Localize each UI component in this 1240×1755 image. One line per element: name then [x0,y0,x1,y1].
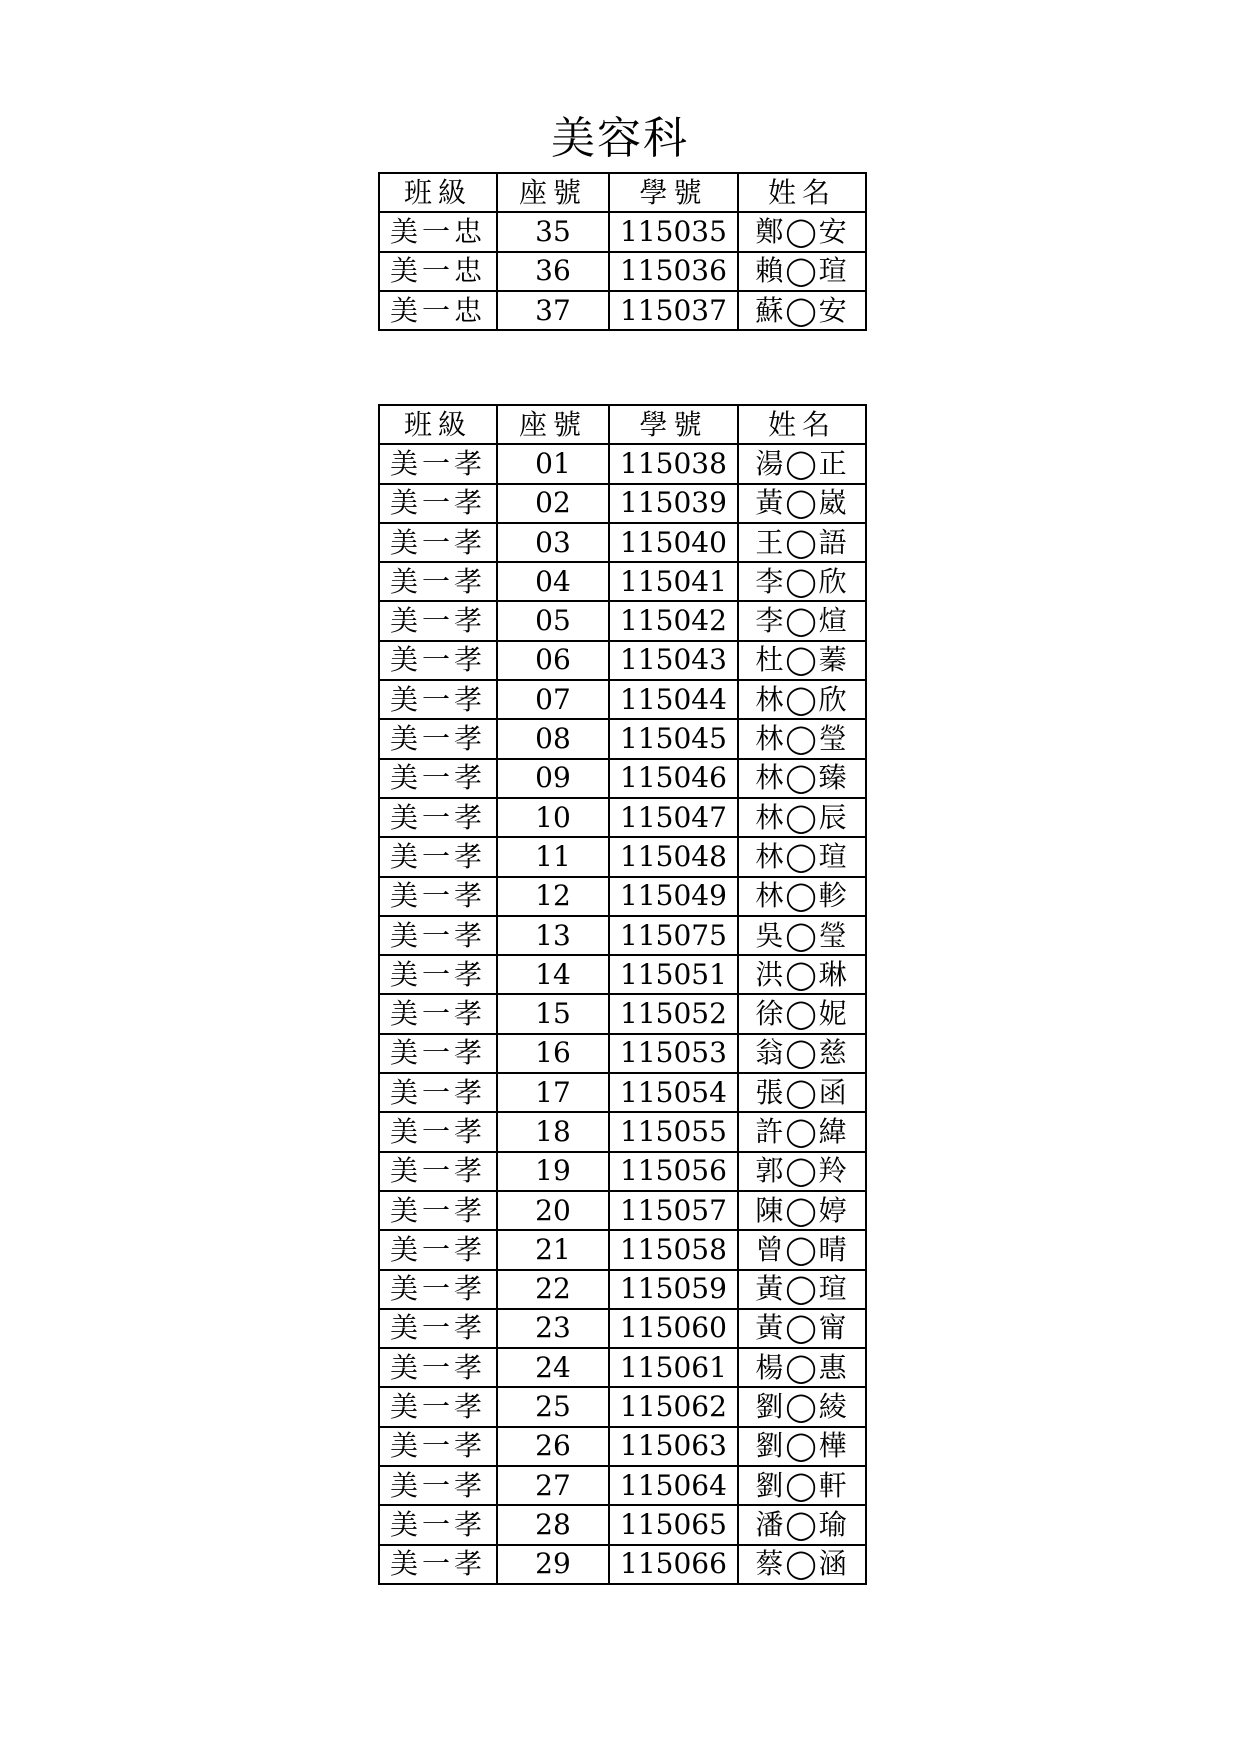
page-title: 美容科 [551,113,689,164]
roster-body-1 [379,173,866,330]
seat-number-cell: 35 [497,212,609,251]
seat-number-cell: 11 [497,837,609,876]
seat-number-cell: 10 [497,798,609,837]
seat-number-cell: 06 [497,641,609,680]
table-row [379,641,866,680]
student-id-cell: 115055 [609,1112,738,1151]
student-id-cell: 115040 [609,523,738,562]
seat-number-cell: 37 [497,291,609,330]
table-row [379,1191,866,1230]
table-row [379,916,866,955]
table-row [379,1505,866,1544]
table-row [379,1112,866,1151]
seat-number-cell: 05 [497,601,609,640]
table-row [379,759,866,798]
column-header: 班級 [379,173,497,212]
seat-number-cell: 24 [497,1348,609,1387]
table-row [379,1034,866,1073]
seat-number-cell: 14 [497,955,609,994]
student-id-cell: 115043 [609,641,738,680]
name-cell: 杜◯蓁 [738,641,866,680]
name-cell: 林◯瑄 [738,837,866,876]
student-id-cell: 115038 [609,444,738,483]
student-id-cell: 115035 [609,212,738,251]
student-id-cell: 115045 [609,719,738,758]
name-cell: 劉◯樺 [738,1427,866,1466]
student-id-cell: 115039 [609,484,738,523]
table-row [379,955,866,994]
roster-table-1 [378,172,867,331]
seat-number-cell: 20 [497,1191,609,1230]
student-id-cell: 115048 [609,837,738,876]
class-cell: 美一孝 [379,1152,497,1191]
table-row [379,1466,866,1505]
class-cell: 美一孝 [379,1505,497,1544]
seat-number-cell: 12 [497,877,609,916]
table-row [379,1348,866,1387]
name-cell: 李◯欣 [738,562,866,601]
table-row [379,212,866,251]
class-cell: 美一孝 [379,562,497,601]
seat-number-cell: 28 [497,1505,609,1544]
seat-number-cell: 29 [497,1545,609,1584]
student-id-cell: 115075 [609,916,738,955]
name-cell: 林◯瑩 [738,719,866,758]
student-id-cell: 115059 [609,1270,738,1309]
student-id-cell: 115060 [609,1309,738,1348]
student-id-cell: 115049 [609,877,738,916]
seat-number-cell: 23 [497,1309,609,1348]
student-id-cell: 115037 [609,291,738,330]
name-cell: 翁◯慈 [738,1034,866,1073]
name-cell: 徐◯妮 [738,994,866,1033]
roster-table-2 [378,404,867,1585]
student-id-cell: 115041 [609,562,738,601]
class-cell: 美一孝 [379,955,497,994]
name-cell: 黃◯瑄 [738,1270,866,1309]
name-cell: 劉◯綾 [738,1387,866,1426]
column-header: 學號 [609,405,738,444]
seat-number-cell: 15 [497,994,609,1033]
class-cell: 美一忠 [379,252,497,291]
name-cell: 林◯臻 [738,759,866,798]
class-cell: 美一孝 [379,523,497,562]
class-cell: 美一孝 [379,1270,497,1309]
table-row [379,719,866,758]
table-row [379,1152,866,1191]
seat-number-cell: 07 [497,680,609,719]
class-cell: 美一孝 [379,680,497,719]
class-cell: 美一孝 [379,719,497,758]
table-row [379,837,866,876]
table-row [379,994,866,1033]
class-cell: 美一忠 [379,291,497,330]
name-cell: 鄭◯安 [738,212,866,251]
class-cell: 美一孝 [379,759,497,798]
class-cell: 美一孝 [379,601,497,640]
seat-number-cell: 26 [497,1427,609,1466]
column-header: 座號 [497,405,609,444]
seat-number-cell: 25 [497,1387,609,1426]
table-row [379,1270,866,1309]
seat-number-cell: 19 [497,1152,609,1191]
table-row [379,562,866,601]
class-cell: 美一孝 [379,1073,497,1112]
header-row [379,405,866,444]
name-cell: 蔡◯涵 [738,1545,866,1584]
student-id-cell: 115056 [609,1152,738,1191]
name-cell: 許◯緯 [738,1112,866,1151]
class-cell: 美一孝 [379,798,497,837]
student-id-cell: 115036 [609,252,738,291]
class-cell: 美一孝 [379,1309,497,1348]
name-cell: 潘◯瑜 [738,1505,866,1544]
student-id-cell: 115042 [609,601,738,640]
class-cell: 美一孝 [379,837,497,876]
table-row [379,877,866,916]
student-id-cell: 115054 [609,1073,738,1112]
table-row [379,1545,866,1584]
seat-number-cell: 21 [497,1230,609,1269]
column-header: 學號 [609,173,738,212]
name-cell: 楊◯惠 [738,1348,866,1387]
table-row [379,252,866,291]
name-cell: 曾◯晴 [738,1230,866,1269]
seat-number-cell: 13 [497,916,609,955]
class-cell: 美一孝 [379,1466,497,1505]
student-id-cell: 115053 [609,1034,738,1073]
table-row [379,1427,866,1466]
seat-number-cell: 08 [497,719,609,758]
table-row [379,680,866,719]
seat-number-cell: 02 [497,484,609,523]
class-cell: 美一孝 [379,994,497,1033]
name-cell: 林◯軫 [738,877,866,916]
student-id-cell: 115062 [609,1387,738,1426]
student-id-cell: 115052 [609,994,738,1033]
seat-number-cell: 22 [497,1270,609,1309]
table-row [379,1387,866,1426]
seat-number-cell: 17 [497,1073,609,1112]
name-cell: 吳◯瑩 [738,916,866,955]
seat-number-cell: 04 [497,562,609,601]
name-cell: 劉◯軒 [738,1466,866,1505]
class-cell: 美一孝 [379,1191,497,1230]
name-cell: 黃◯甯 [738,1309,866,1348]
seat-number-cell: 18 [497,1112,609,1151]
header-row [379,173,866,212]
seat-number-cell: 27 [497,1466,609,1505]
student-id-cell: 115061 [609,1348,738,1387]
name-cell: 蘇◯安 [738,291,866,330]
seat-number-cell: 09 [497,759,609,798]
class-cell: 美一孝 [379,1112,497,1151]
student-id-cell: 115044 [609,680,738,719]
roster-body-2 [379,405,866,1584]
class-cell: 美一孝 [379,1230,497,1269]
table-row [379,484,866,523]
name-cell: 陳◯婷 [738,1191,866,1230]
student-id-cell: 115058 [609,1230,738,1269]
name-cell: 郭◯羚 [738,1152,866,1191]
student-id-cell: 115066 [609,1545,738,1584]
student-id-cell: 115057 [609,1191,738,1230]
name-cell: 林◯辰 [738,798,866,837]
name-cell: 洪◯琳 [738,955,866,994]
class-cell: 美一孝 [379,1348,497,1387]
seat-number-cell: 36 [497,252,609,291]
table-row [379,1309,866,1348]
column-header: 姓名 [738,405,866,444]
class-cell: 美一孝 [379,1387,497,1426]
table-row [379,523,866,562]
student-id-cell: 115051 [609,955,738,994]
name-cell: 李◯煊 [738,601,866,640]
table-row [379,291,866,330]
name-cell: 張◯函 [738,1073,866,1112]
seat-number-cell: 03 [497,523,609,562]
student-id-cell: 115046 [609,759,738,798]
table-row [379,444,866,483]
class-cell: 美一孝 [379,641,497,680]
name-cell: 黃◯崴 [738,484,866,523]
table-row [379,1230,866,1269]
class-cell: 美一孝 [379,484,497,523]
column-header: 姓名 [738,173,866,212]
class-cell: 美一孝 [379,916,497,955]
name-cell: 林◯欣 [738,680,866,719]
name-cell: 湯◯正 [738,444,866,483]
column-header: 班級 [379,405,497,444]
class-cell: 美一孝 [379,1034,497,1073]
column-header: 座號 [497,173,609,212]
class-cell: 美一孝 [379,1427,497,1466]
name-cell: 王◯語 [738,523,866,562]
table-row [379,1073,866,1112]
class-cell: 美一忠 [379,212,497,251]
student-id-cell: 115064 [609,1466,738,1505]
student-id-cell: 115047 [609,798,738,837]
table-row [379,601,866,640]
class-cell: 美一孝 [379,877,497,916]
class-cell: 美一孝 [379,1545,497,1584]
seat-number-cell: 01 [497,444,609,483]
student-id-cell: 115063 [609,1427,738,1466]
student-id-cell: 115065 [609,1505,738,1544]
name-cell: 賴◯瑄 [738,252,866,291]
class-cell: 美一孝 [379,444,497,483]
table-row [379,798,866,837]
seat-number-cell: 16 [497,1034,609,1073]
